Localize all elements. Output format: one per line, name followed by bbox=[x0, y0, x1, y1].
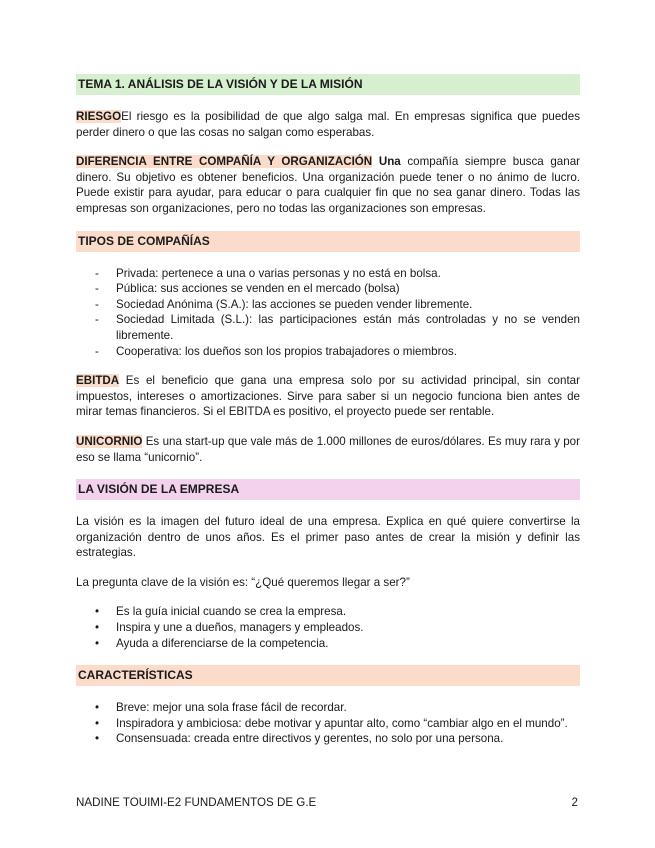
list-item: • Breve: mejor una sola frase fácil de recordar. bbox=[95, 701, 347, 715]
section-heading-vision: LA VISIÓN DE LA EMPRESA bbox=[76, 479, 580, 500]
bullet-marker: • bbox=[95, 701, 100, 715]
vision-question: La pregunta clave de la visión es: “¿Qué queremos llegar a ser?” bbox=[76, 575, 410, 589]
dash-marker: - bbox=[95, 344, 99, 358]
section-heading-tipos: TIPOS DE COMPAÑÍAS bbox=[76, 231, 580, 252]
bullet-marker: • bbox=[95, 716, 100, 730]
list-item: • Inspira y une a dueños, managers y empleados. bbox=[95, 621, 364, 635]
page-footer bbox=[76, 795, 580, 810]
bullet-marker: • bbox=[95, 605, 100, 619]
list-item: - Sociedad Limitada (S.L.): las participaciones están más controladas y no se venden libremente. bbox=[95, 313, 580, 342]
riesgo-term: RIESGO bbox=[76, 110, 122, 123]
bullet-marker: • bbox=[95, 636, 100, 650]
unicornio-paragraph bbox=[76, 434, 580, 465]
unicornio-term: UNICORNIO bbox=[76, 434, 143, 448]
riesgo-text: El riesgo es la posibilidad de que algo salga mal. En empresas significa que puedes perder dinero o que las cosas no salgan como esperabas. bbox=[76, 110, 580, 139]
ebitda-text: Es el beneficio que gana una empresa solo por su actividad principal, sin contar impuestos, intereses o amortizaciones. Sirve para saber si un negocio funciona bien antes de mirar temas financieros. Si el EBITDA es positivo, el proyecto puede ser rentable. bbox=[76, 374, 580, 419]
tipos-list bbox=[76, 266, 580, 360]
list-item: • Es la guía inicial cuando se crea la empresa. bbox=[95, 605, 347, 619]
diferencia-term: DIFERENCIA ENTRE COMPAÑÍA Y ORGANIZACIÓN bbox=[76, 155, 373, 169]
document-page bbox=[76, 74, 580, 747]
dash-marker: - bbox=[95, 282, 99, 296]
footer-text: NADINE TOUIMI-E2 FUNDAMENTOS DE G.E bbox=[76, 796, 317, 809]
caracteristicas-list bbox=[76, 700, 580, 747]
diferencia-paragraph bbox=[76, 154, 580, 216]
vision-list bbox=[76, 604, 580, 651]
page-number: 2 bbox=[571, 796, 578, 809]
dash-marker: - bbox=[95, 297, 99, 311]
list-item: • Consensuada: creada entre directivos y gerentes, no solo por una persona. bbox=[95, 732, 504, 746]
dash-marker: - bbox=[95, 313, 99, 327]
unicornio-text: Es una start-up que vale más de 1.000 millones de euros/dólares. Es muy rara y por eso se llama “unicornio”. bbox=[76, 434, 580, 464]
diferencia-lead: Una bbox=[378, 155, 401, 169]
list-item: - Privada: pertenece a una o varias personas y no está en bolsa. bbox=[95, 266, 441, 280]
list-item: • Inspiradora y ambiciosa: debe motivar y apuntar alto, como “cambiar algo en el mundo”. bbox=[95, 716, 568, 730]
dash-marker: - bbox=[95, 266, 99, 280]
diferencia-text: compañía siempre busca ganar dinero. Su objetivo es obtener beneficios. Una organización puede tener o no ánimo de lucro. Puede existir para ayudar, para educar o para cualquier fin que no sea ganar dinero. Todas las empresas son organizaciones, pero no todas las organizaciones son empresas. bbox=[76, 155, 580, 215]
list-item: - Cooperativa: los dueños son los propios trabajadores o miembros. bbox=[95, 344, 457, 358]
ebitda-paragraph bbox=[76, 373, 580, 420]
ebitda-term: EBITDA bbox=[76, 374, 120, 388]
vision-paragraph: La visión es la imagen del futuro ideal de una empresa. Explica en qué quiere convertirse la organización dentro de unos años. Es el primer paso antes de crear la misión y definir las estrategias. bbox=[76, 515, 580, 560]
riesgo-paragraph bbox=[76, 109, 580, 140]
bullet-marker: • bbox=[95, 732, 100, 746]
section-heading-caracteristicas: CARACTERÍSTICAS bbox=[76, 665, 580, 686]
section-heading-tema1: TEMA 1. ANÁLISIS DE LA VISIÓN Y DE LA MISIÓN bbox=[76, 74, 580, 95]
bullet-marker: • bbox=[95, 621, 100, 635]
list-item: • Ayuda a diferenciarse de la competencia. bbox=[95, 636, 329, 650]
list-item: - Pública: sus acciones se venden en el mercado (bolsa) bbox=[95, 282, 400, 296]
list-item: - Sociedad Anónima (S.A.): las acciones se pueden vender libremente. bbox=[95, 297, 473, 311]
